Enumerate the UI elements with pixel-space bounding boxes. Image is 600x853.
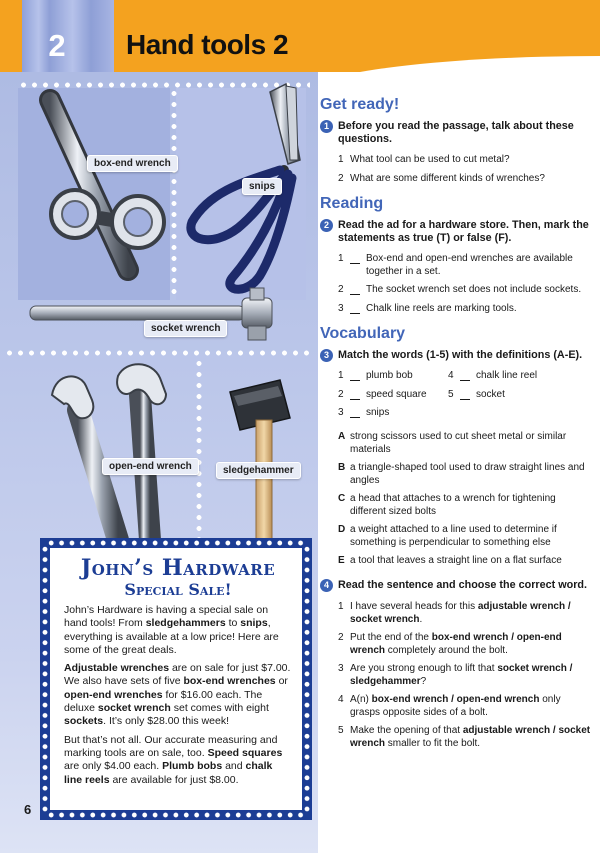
true-false-list bbox=[320, 253, 592, 315]
definition-letter: E bbox=[338, 554, 345, 566]
heading-get-ready: Get ready! bbox=[320, 96, 400, 113]
instruction-1 bbox=[320, 120, 592, 146]
item-number: 1 bbox=[338, 370, 344, 381]
item-number: 2 bbox=[338, 631, 344, 643]
definition-item bbox=[320, 430, 592, 456]
choice-item bbox=[320, 693, 592, 719]
choice-item bbox=[320, 631, 592, 657]
ad-body bbox=[50, 548, 302, 810]
text-run: I have several heads for this bbox=[350, 600, 478, 612]
label-snips: snips bbox=[242, 178, 282, 195]
open-end-wrench-illustration bbox=[52, 364, 166, 540]
answer-blank[interactable] bbox=[350, 256, 360, 264]
answer-blank[interactable] bbox=[350, 373, 360, 381]
bold-term: snips bbox=[240, 617, 268, 630]
word-text: plumb bob bbox=[366, 370, 413, 381]
bold-term: adjustable wrench / socket wrench bbox=[350, 600, 571, 625]
page-number: 6 bbox=[24, 802, 32, 817]
list-item bbox=[320, 173, 592, 186]
bold-term: Speed squares bbox=[207, 746, 283, 759]
bold-term: open-end wrenches bbox=[64, 688, 163, 701]
text-run: . It’s only $28.00 this week! bbox=[103, 715, 229, 728]
word-item bbox=[448, 389, 558, 402]
ad-border-dots bbox=[46, 812, 306, 818]
heading-reading: Reading bbox=[320, 195, 384, 212]
item-number: 5 bbox=[338, 724, 344, 736]
item-text: The socket wrench set does not include sockets. bbox=[366, 284, 582, 295]
text-run: for $16.00 each. The deluxe bbox=[64, 688, 263, 715]
answer-blank[interactable] bbox=[350, 410, 360, 418]
list-item bbox=[320, 303, 592, 316]
instruction-text: Before you read the passage, talk about these questions. bbox=[338, 120, 574, 145]
text-run: . bbox=[419, 613, 423, 625]
text-run: are only $4.00 each. bbox=[64, 760, 163, 773]
text-run: But that’s not all. Our accurate measuring and marking tools are on sale, too. bbox=[64, 733, 278, 759]
hardware-ad bbox=[40, 538, 312, 820]
page-title: Hand tools 2 bbox=[126, 29, 289, 60]
item-number: 2 bbox=[338, 388, 344, 400]
definition-item bbox=[320, 492, 592, 518]
word-list bbox=[320, 370, 592, 420]
answer-blank[interactable] bbox=[350, 287, 360, 295]
item-number: 2 bbox=[338, 284, 344, 295]
word-text: speed square bbox=[366, 388, 427, 400]
chapter-number: 2 bbox=[48, 28, 66, 63]
item-number: 1 bbox=[338, 253, 344, 264]
get-ready-list bbox=[320, 154, 592, 185]
bold-term: adjustable wrench / socket wrench bbox=[350, 724, 591, 749]
definition-letter: A bbox=[338, 430, 346, 442]
text-run: or bbox=[275, 675, 288, 688]
ad-title: John’s Hardware bbox=[80, 555, 276, 581]
bold-term: socket wrench / sledgehammer bbox=[350, 662, 573, 687]
word-item bbox=[338, 370, 448, 383]
instruction-4 bbox=[320, 579, 592, 592]
label-socket-wrench: socket wrench bbox=[144, 320, 227, 337]
word-text: socket bbox=[476, 388, 505, 400]
exercise-number-badge: 1 bbox=[320, 120, 333, 133]
choice-list bbox=[320, 600, 592, 750]
text-run: ? bbox=[420, 675, 427, 687]
ad-border-dots bbox=[304, 544, 310, 814]
exercise-column bbox=[320, 96, 592, 755]
choice-sentence bbox=[350, 663, 572, 687]
choice-item bbox=[320, 600, 592, 626]
choice-item bbox=[320, 724, 592, 750]
ad-border-dots bbox=[42, 544, 48, 814]
answer-blank[interactable] bbox=[460, 392, 470, 400]
word-text: snips bbox=[366, 407, 390, 418]
bold-term: box-end wrench / open-end wrench bbox=[371, 693, 540, 705]
text-run: A(n) bbox=[350, 693, 372, 705]
item-text: What tool can be used to cut metal? bbox=[350, 154, 510, 165]
text-run: Put the end of the bbox=[350, 631, 432, 643]
word-item bbox=[338, 407, 448, 420]
bold-term: Adjustable wrenches bbox=[64, 662, 170, 675]
bold-term: box-end wrenches bbox=[183, 675, 276, 688]
definition-text: a triangle-shaped tool used to draw straight lines and angles bbox=[350, 461, 585, 486]
instruction-2 bbox=[320, 219, 592, 245]
definition-text: a head that attaches to a wrench for tightening different sized bolts bbox=[350, 492, 556, 517]
word-item bbox=[338, 389, 448, 402]
text-run: John’s Hardware is having a special sale on hand tools! From bbox=[64, 604, 269, 630]
instruction-text: Read the ad for a hardware store. Then, mark the statements as true (T) or false (F). bbox=[338, 219, 589, 244]
text-run: to bbox=[225, 617, 241, 630]
text-run: Are you strong enough to lift that bbox=[350, 662, 498, 674]
choice-item bbox=[320, 662, 592, 688]
definition-text: a weight attached to a line used to determine if something is perpendicular to something else bbox=[350, 523, 557, 548]
instruction-text: Match the words (1-5) with the definitions (A-E). bbox=[338, 349, 583, 361]
word-item bbox=[448, 370, 558, 383]
text-run: are on sale for just $7.00. We also have sets of five bbox=[64, 662, 291, 688]
answer-blank[interactable] bbox=[460, 373, 470, 381]
text-run: set comes with eight bbox=[170, 702, 269, 715]
list-item bbox=[320, 284, 592, 297]
item-number: 3 bbox=[338, 662, 344, 674]
item-text: Box-end and open-end wrenches are available together in a set. bbox=[366, 253, 573, 277]
item-number: 5 bbox=[448, 388, 454, 400]
label-sledgehammer: sledgehammer bbox=[216, 462, 301, 479]
choice-sentence bbox=[350, 694, 561, 718]
choice-sentence bbox=[350, 632, 562, 656]
item-text: What are some different kinds of wrenches? bbox=[350, 172, 545, 184]
sledgehammer-illustration bbox=[230, 380, 290, 540]
bold-term: box-end wrench / open-end wrench bbox=[350, 631, 562, 656]
bold-term: chalk line reels bbox=[64, 760, 273, 786]
exercise-number-badge: 4 bbox=[320, 579, 333, 592]
text-run: completely around the bolt. bbox=[385, 644, 508, 656]
text-run: Make the opening of that bbox=[350, 724, 463, 736]
text-run: and bbox=[222, 760, 246, 773]
item-number: 3 bbox=[338, 407, 344, 418]
exercise-number-badge: 2 bbox=[320, 219, 333, 232]
definition-text: a tool that leaves a straight line on a flat surface bbox=[350, 554, 562, 566]
item-number: 1 bbox=[338, 154, 344, 165]
label-box-end-wrench: box-end wrench bbox=[87, 155, 178, 172]
ad-border-dots bbox=[46, 540, 306, 546]
bold-term: socket wrench bbox=[97, 702, 171, 715]
definition-letter: C bbox=[338, 492, 346, 504]
bold-term: sockets bbox=[64, 715, 104, 728]
definition-letter: B bbox=[338, 461, 346, 473]
item-number: 4 bbox=[338, 693, 344, 705]
instruction-3 bbox=[320, 349, 592, 362]
definition-text: strong scissors used to cut sheet metal or similar materials bbox=[350, 430, 567, 455]
item-number: 4 bbox=[448, 370, 454, 381]
definition-letter: D bbox=[338, 523, 346, 535]
ad-paragraph-1 bbox=[64, 604, 292, 657]
heading-vocabulary: Vocabulary bbox=[320, 325, 406, 342]
list-item bbox=[320, 154, 592, 167]
item-text: Chalk line reels are marking tools. bbox=[366, 302, 517, 314]
text-run: are available for just $8.00. bbox=[109, 773, 239, 786]
exercise-number-badge: 3 bbox=[320, 349, 333, 362]
ad-paragraph-2 bbox=[64, 662, 292, 728]
item-number: 3 bbox=[338, 302, 344, 314]
text-run: smaller to fit the bolt. bbox=[385, 737, 481, 749]
item-number: 1 bbox=[338, 600, 344, 612]
answer-blank[interactable] bbox=[350, 306, 360, 314]
box-end-wrench-illustration bbox=[50, 100, 164, 270]
bold-term: sledgehammers bbox=[145, 617, 226, 630]
item-number: 2 bbox=[338, 172, 344, 184]
text-run: only grasps opposite sides of a bolt. bbox=[350, 693, 561, 718]
definition-item bbox=[320, 461, 592, 487]
label-open-end-wrench: open-end wrench bbox=[102, 458, 199, 475]
answer-blank[interactable] bbox=[350, 392, 360, 400]
instruction-text: Read the sentence and choose the correct word. bbox=[338, 578, 587, 591]
definition-list bbox=[320, 430, 592, 567]
choice-sentence bbox=[350, 725, 590, 749]
choice-sentence bbox=[350, 601, 571, 625]
list-item bbox=[320, 253, 592, 278]
ad-subtitle: Special Sale! bbox=[124, 580, 232, 599]
definition-item bbox=[320, 554, 592, 567]
text-run: , everything is available at a low price! Here are some of the great deals. bbox=[64, 617, 279, 656]
word-text: chalk line reel bbox=[476, 370, 538, 381]
ad-paragraph-3 bbox=[64, 734, 292, 787]
definition-item bbox=[320, 523, 592, 549]
bold-term: Plumb bobs bbox=[162, 760, 223, 773]
